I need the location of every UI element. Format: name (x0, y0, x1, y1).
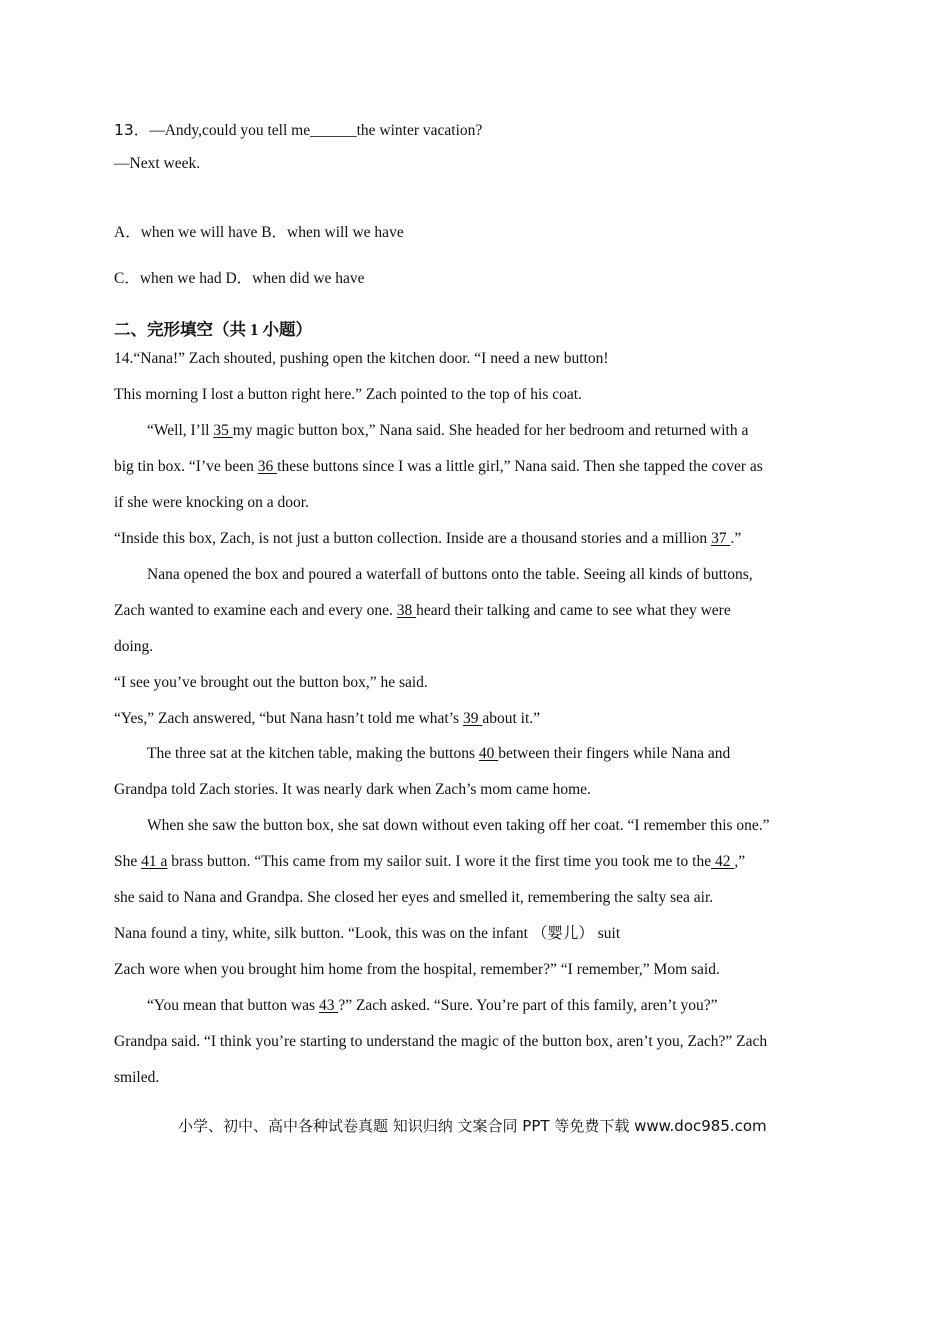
passage-text: “Well, I’ll (147, 422, 214, 439)
section-heading: 二、完形填空（共 1 小题） (114, 320, 312, 339)
blank-40: 40 (478, 745, 499, 762)
question-number: 13． (114, 121, 150, 139)
passage-text: .” (730, 530, 742, 547)
blank-35: 35 (213, 422, 233, 439)
q13-options-ab: A．when we will have B．when will we have (114, 224, 404, 241)
passage-text: these buttons since I was a little girl,” Nana said. Then she tapped the cover as (277, 458, 763, 475)
blank-42: 42 (711, 853, 735, 870)
passage-text: “You mean that button was (147, 997, 319, 1014)
passage-line: “I see you’ve brought out the button box,” he said. (114, 674, 428, 691)
q13-stem: —Andy,could you tell me______the winter vacation? (149, 122, 483, 139)
blank-38: 38 (396, 602, 417, 619)
blank-41: 41 a (141, 853, 168, 870)
passage-text: my magic button box,” Nana said. She headed for her bedroom and returned with a (232, 422, 749, 439)
passage-line (114, 709, 540, 729)
passage-text: Zach wanted to examine each and every one. (114, 602, 397, 619)
passage-line (147, 996, 718, 1016)
q13-options-cd: C．when we had D．when did we have (114, 270, 365, 287)
passage-line (114, 852, 745, 872)
passage-text: between their fingers while Nana and (498, 745, 731, 762)
passage-line: smiled. (114, 1069, 160, 1086)
passage-text: “Yes,” Zach answered, “but Nana hasn’t told me what’s (114, 710, 463, 727)
blank-37: 37 (711, 530, 731, 547)
passage-text: brass button. “This came from my sailor suit. I wore it the first time you took me to the (167, 853, 712, 870)
passage-text: “Inside this box, Zach, is not just a button collection. Inside are a thousand stories and a million (114, 530, 712, 547)
blank-39: 39 (462, 710, 483, 727)
passage-line: Nana opened the box and poured a waterfall of buttons onto the table. Seeing all kinds of buttons, (147, 566, 753, 583)
passage-line: Grandpa told Zach stories. It was nearly dark when Zach’s mom came home. (114, 781, 591, 798)
passage-line (114, 529, 741, 549)
passage-line: Grandpa said. “I think you’re starting to understand the magic of the button box, aren’t you, Zach?” Zach (114, 1033, 768, 1050)
passage-line (147, 744, 730, 764)
passage-text: She (114, 853, 142, 870)
q13-reply: —Next week. (114, 155, 201, 172)
passage-text: The three sat at the kitchen table, making the buttons (147, 745, 479, 762)
passage-line: When she saw the button box, she sat down without even taking off her coat. “I remember this one.” (147, 817, 770, 834)
passage-text: big tin box. “I’ve been (114, 458, 258, 475)
blank-36: 36 (257, 458, 278, 475)
passage-line: she said to Nana and Grandpa. She closed her eyes and smelled it, remembering the salty sea air. (114, 889, 714, 906)
passage-line: doing. (114, 638, 154, 655)
passage-text: ?” Zach asked. “Sure. You’re part of this family, aren’t you?” (338, 997, 718, 1014)
passage-line: Nana found a tiny, white, silk button. “Look, this was on the infant （婴儿） suit (114, 925, 621, 942)
passage-line: 14.“Nana!” Zach shouted, pushing open the kitchen door. “I need a new button! (114, 350, 609, 367)
q13-stem-line (114, 120, 482, 141)
passage-line (114, 601, 731, 621)
passage-line: This morning I lost a button right here.” Zach pointed to the top of his coat. (114, 386, 582, 403)
passage-line (147, 421, 748, 441)
blank-43: 43 (318, 997, 339, 1014)
passage-line: Zach wore when you brought him home from the hospital, remember?” “I remember,” Mom said. (114, 961, 720, 978)
passage-text: about it.” (482, 710, 541, 727)
passage-text: ,” (734, 853, 746, 870)
passage-line (114, 457, 763, 477)
passage-text: heard their talking and came to see what they were (416, 602, 731, 619)
passage-line: if she were knocking on a door. (114, 494, 309, 511)
page-footer: 小学、初中、高中各种试卷真题 知识归纳 文案合同 PPT 等免费下载 www.doc985.com (178, 1117, 767, 1135)
